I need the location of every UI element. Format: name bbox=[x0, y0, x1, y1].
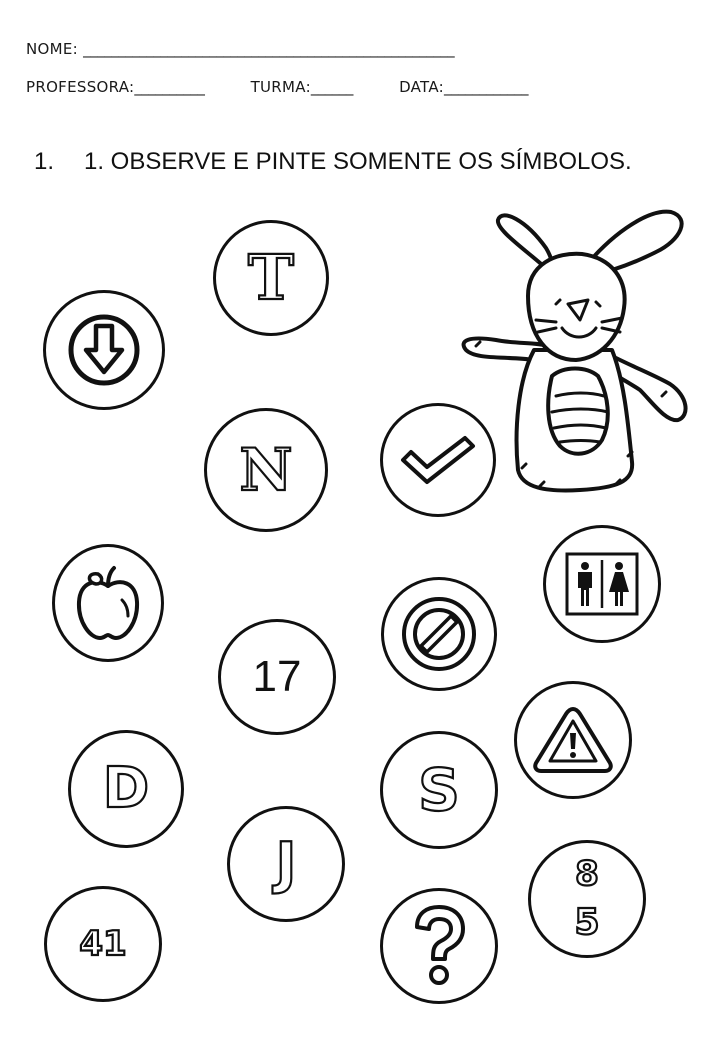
circle-letter-j[interactable] bbox=[227, 806, 345, 922]
restroom-icon bbox=[565, 552, 639, 616]
teacher-label: PROFESSORA: bbox=[26, 78, 135, 96]
circle-letter-s[interactable] bbox=[380, 731, 498, 849]
digit-8: 8 bbox=[575, 854, 599, 894]
circle-warning[interactable] bbox=[514, 681, 632, 799]
circle-arrow[interactable] bbox=[43, 290, 165, 410]
down-arrow-icon bbox=[66, 312, 142, 388]
apple-icon bbox=[74, 564, 142, 642]
circle-digits-8-5[interactable] bbox=[528, 840, 646, 958]
circle-letter-n[interactable] bbox=[204, 408, 328, 532]
digit-5: 5 bbox=[574, 902, 600, 943]
letter-n: N bbox=[239, 436, 293, 504]
circle-question-mark[interactable] bbox=[380, 888, 498, 1004]
date-label: DATA: bbox=[399, 78, 445, 96]
teacher-field[interactable]: __________ bbox=[134, 78, 205, 96]
date-field[interactable]: ____________ bbox=[444, 78, 529, 96]
letter-s: S bbox=[418, 756, 460, 824]
number-41: 41 bbox=[79, 924, 127, 964]
question-heading bbox=[34, 148, 632, 176]
prohibited-icon bbox=[399, 594, 479, 674]
name-line bbox=[26, 40, 454, 58]
circle-letter-t[interactable] bbox=[213, 220, 329, 336]
number-17: 17 bbox=[252, 652, 302, 701]
circle-prohibited[interactable] bbox=[381, 577, 497, 691]
letter-t: T bbox=[247, 241, 295, 314]
circle-number-17[interactable] bbox=[218, 619, 336, 735]
question-mark-icon bbox=[411, 903, 467, 989]
class-label: TURMA: bbox=[250, 78, 311, 96]
question-number: 1. bbox=[34, 148, 55, 175]
circle-letter-d[interactable] bbox=[68, 730, 184, 848]
circle-restroom[interactable] bbox=[543, 525, 661, 643]
class-field[interactable]: ______ bbox=[310, 78, 353, 96]
name-label: NOME: bbox=[26, 40, 79, 58]
question-text: 1. OBSERVE E PINTE SOMENTE OS SÍMBOLOS. bbox=[84, 148, 632, 175]
letter-d: D bbox=[102, 756, 150, 821]
bunny-illustration bbox=[456, 200, 700, 500]
circle-apple[interactable] bbox=[52, 544, 164, 662]
letter-j: J bbox=[275, 831, 297, 896]
name-field[interactable]: _____________________________________________________ bbox=[83, 40, 455, 58]
circle-number-41[interactable] bbox=[44, 886, 162, 1002]
info-line bbox=[26, 78, 528, 96]
warning-icon bbox=[532, 705, 614, 775]
